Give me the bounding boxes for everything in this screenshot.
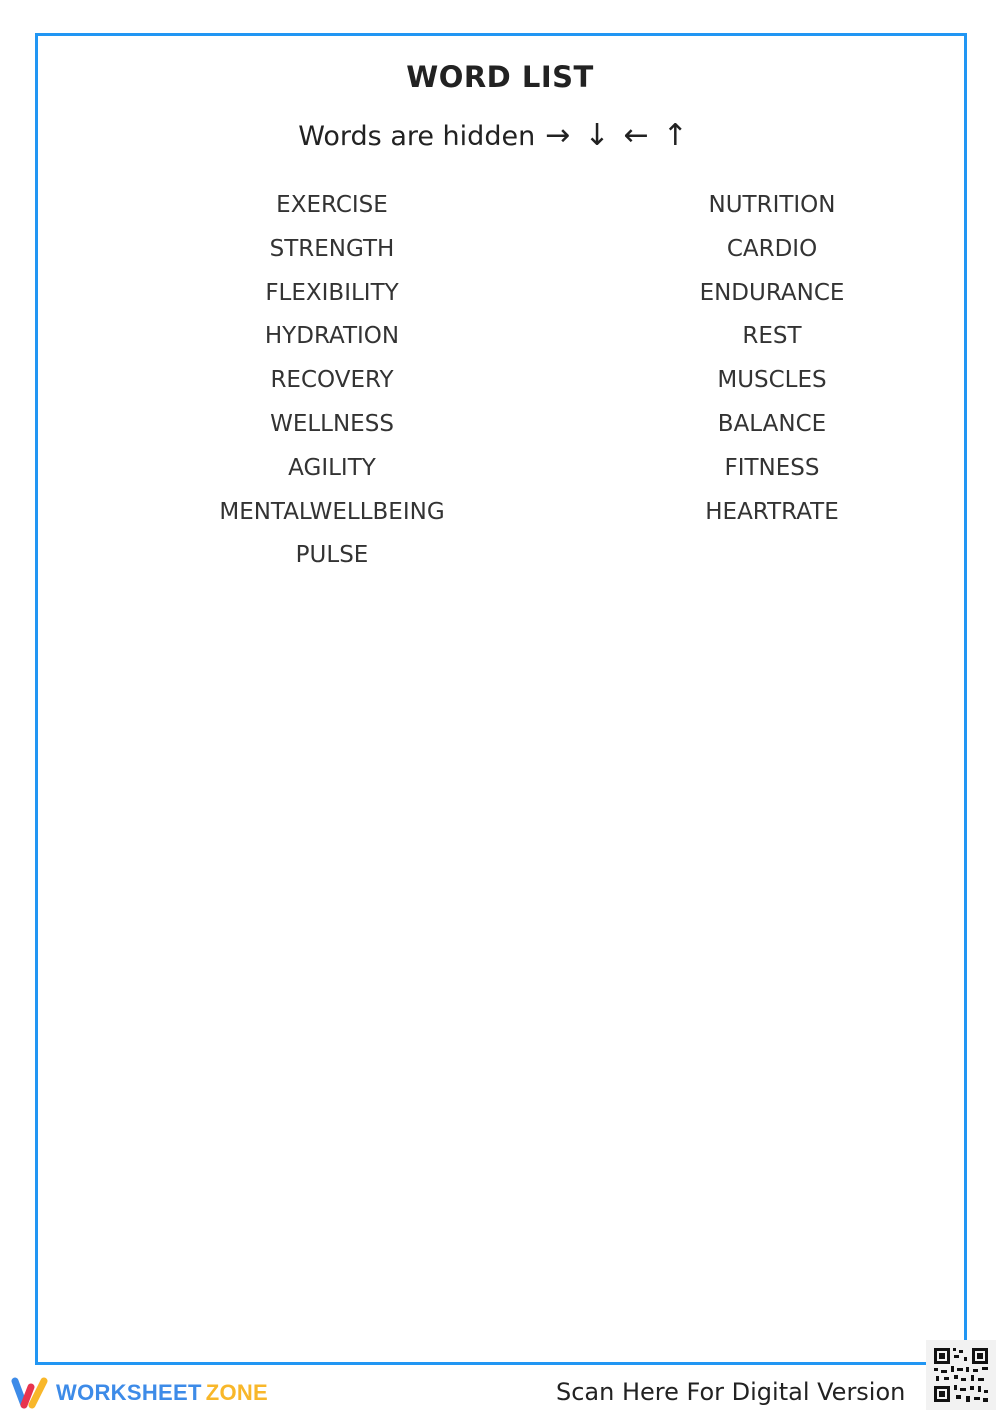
word-item: MENTALWELLBEING bbox=[219, 498, 445, 525]
word-item: WELLNESS bbox=[270, 410, 394, 437]
word-item: MUSCLES bbox=[717, 367, 827, 394]
word-item: FITNESS bbox=[724, 454, 820, 481]
word-list-right-column bbox=[622, 187, 922, 537]
word-item: BALANCE bbox=[717, 410, 827, 437]
word-item: HEARTRATE bbox=[705, 498, 839, 525]
word-item: NUTRITION bbox=[708, 192, 836, 218]
word-item: RECOVERY bbox=[270, 367, 394, 394]
word-item: REST bbox=[742, 323, 802, 350]
scan-caption: Scan Here For Digital Version bbox=[556, 1378, 906, 1406]
word-item: ENDURANCE bbox=[699, 279, 845, 306]
word-item: PULSE bbox=[295, 542, 369, 569]
word-item: AGILITY bbox=[288, 454, 376, 481]
word-item: FLEXIBILITY bbox=[265, 279, 399, 306]
instructions-text: Words are hidden bbox=[298, 121, 536, 152]
worksheetzone-logo[interactable] bbox=[10, 1375, 268, 1411]
word-item: STRENGTH bbox=[269, 235, 395, 262]
instructions bbox=[0, 118, 1000, 153]
brand-name: WORKSHEET ZONE bbox=[56, 1380, 269, 1405]
word-item: HYDRATION bbox=[264, 323, 400, 350]
word-list-left-column bbox=[182, 187, 482, 581]
logo-w-icon bbox=[10, 1376, 50, 1410]
page-title: WORD LIST bbox=[406, 60, 594, 94]
qr-code-icon[interactable] bbox=[926, 1340, 996, 1410]
direction-arrows-icon: →↓←↑ bbox=[545, 118, 702, 153]
word-item: EXERCISE bbox=[276, 192, 388, 218]
word-item: CARDIO bbox=[726, 235, 818, 262]
